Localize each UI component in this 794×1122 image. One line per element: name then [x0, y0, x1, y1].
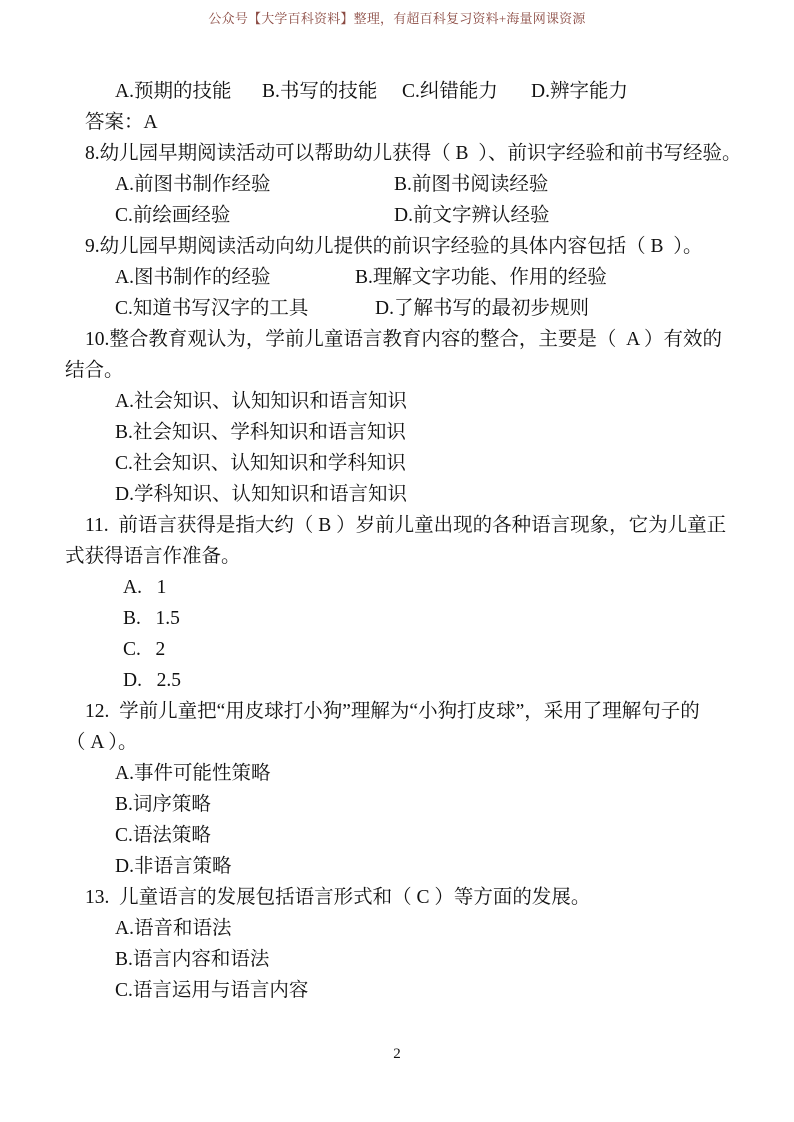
text-line-options-row [0, 202, 794, 233]
text-line-options-row [0, 264, 794, 295]
text-segment: B.理解文字功能、作用的经验 [355, 267, 607, 288]
text-line-option [0, 388, 794, 419]
text-segment: A.社会知识、认知知识和语言知识 [115, 391, 407, 412]
text-line-option [0, 946, 794, 977]
text-line-options-row [0, 78, 794, 109]
text-line-continuation [0, 357, 794, 388]
text-line-option [0, 574, 794, 605]
text-line-option [0, 915, 794, 946]
text-segment: C.纠错能力 [402, 81, 498, 102]
text-segment: D. 2.5 [123, 670, 181, 691]
text-line-option [0, 822, 794, 853]
text-line-options-row [0, 171, 794, 202]
text-segment: B.语言内容和语法 [115, 949, 270, 970]
text-line-option [0, 636, 794, 667]
text-line-question [0, 512, 794, 543]
text-line-option [0, 853, 794, 884]
text-segment: 答案：A [85, 112, 158, 133]
text-line-option [0, 481, 794, 512]
text-segment: 13. 儿童语言的发展包括语言形式和（ C ）等方面的发展。 [85, 887, 591, 908]
text-line-option [0, 977, 794, 1008]
text-segment: 结合。 [65, 360, 124, 381]
text-segment: A. 1 [123, 577, 167, 598]
text-line-continuation [0, 543, 794, 574]
text-line-continuation [0, 729, 794, 760]
text-segment: C.语言运用与语言内容 [115, 980, 309, 1001]
text-segment: B.词序策略 [115, 794, 211, 815]
text-line-question [0, 698, 794, 729]
text-segment: B. 1.5 [123, 608, 180, 629]
text-segment: 10.整合教育观认为，学前儿童语言教育内容的整合，主要是（ A ）有效的 [85, 329, 723, 350]
text-segment: D.前文字辨认经验 [394, 205, 550, 226]
text-line-answer [0, 109, 794, 140]
text-segment: D.了解书写的最初步规则 [375, 298, 589, 319]
text-segment: A.前图书制作经验 [115, 174, 271, 195]
text-segment: （ A ）。 [66, 732, 138, 753]
text-segment: A.图书制作的经验 [115, 267, 271, 288]
text-segment: D.辨字能力 [531, 81, 628, 102]
text-segment: A.预期的技能 [115, 81, 232, 102]
text-line-option [0, 419, 794, 450]
text-segment: B.书写的技能 [262, 81, 378, 102]
text-segment: 8.幼儿园早期阅读活动可以帮助幼儿获得（ B ）、前识字经验和前书写经验。 [85, 143, 742, 164]
text-segment: D.学科知识、认知知识和语言知识 [115, 484, 407, 505]
text-segment: C.语法策略 [115, 825, 211, 846]
document-body [0, 78, 794, 1008]
text-segment: D.非语言策略 [115, 856, 232, 877]
text-segment: B.社会知识、学科知识和语言知识 [115, 422, 406, 443]
text-segment: A.事件可能性策略 [115, 763, 271, 784]
text-segment: 11. 前语言获得是指大约（ B ）岁前儿童出现的各种语言现象，它为儿童正 [85, 515, 727, 536]
text-segment: A.语音和语法 [115, 918, 232, 939]
text-segment: 式获得语言作准备。 [65, 546, 241, 567]
text-line-question [0, 140, 794, 171]
text-segment: C. 2 [123, 639, 166, 660]
text-line-question [0, 233, 794, 264]
text-segment: B.前图书阅读经验 [394, 174, 549, 195]
text-segment: C.知道书写汉字的工具 [115, 298, 309, 319]
text-line-option [0, 791, 794, 822]
text-line-question [0, 326, 794, 357]
text-segment: 12. 学前儿童把“用皮球打小狗”理解为“小狗打皮球”，采用了理解句子的 [85, 701, 700, 722]
page-header-text: 公众号【大学百科资料】整理，有超百科复习资料+海量网课资源 [208, 11, 586, 26]
page-number: 2 [393, 1046, 401, 1062]
text-line-option [0, 450, 794, 481]
text-line-option [0, 605, 794, 636]
text-line-question [0, 884, 794, 915]
text-line-option [0, 667, 794, 698]
text-segment: 9.幼儿园早期阅读活动向幼儿提供的前识字经验的具体内容包括（ B ）。 [85, 236, 703, 257]
text-line-options-row [0, 295, 794, 326]
text-segment: C.前绘画经验 [115, 205, 231, 226]
text-segment: C.社会知识、认知知识和学科知识 [115, 453, 406, 474]
text-line-option [0, 760, 794, 791]
